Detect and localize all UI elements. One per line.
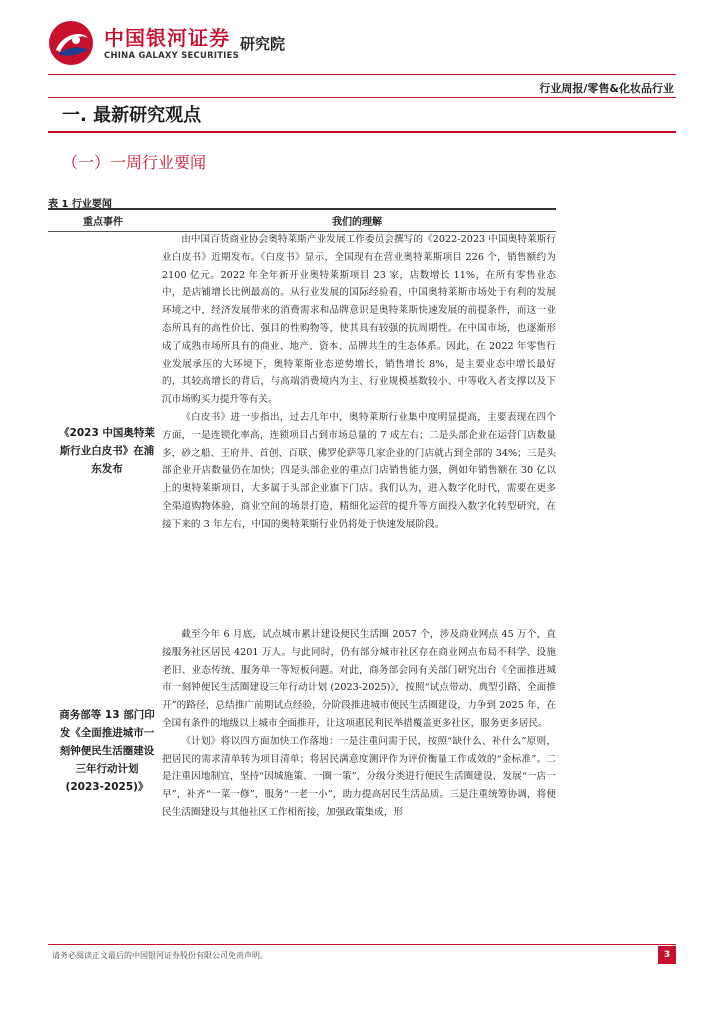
footer-divider [48, 944, 676, 945]
news-table [48, 208, 556, 818]
analysis-paragraph: 截至今年 6 月底，试点城市累计建设便民生活圈 2057 个，涉及商业网点 45 万个，直接服务社区居民 4201 万人。与此同时，仍有部分城市社区存在商业网点布局不科学、设施老旧、业态传统、服务单一等短板问题。对此，商务部会同有关部门研究出台《全面推进城市一刻钟便民生活圈建设三年行动计划 (2023-2025)》，按照“试点带动、典型引路、全面推开”的路径，总结推广前期试点经验，分阶段推进城市便民生活圈建设，力争到 2025 年，在全国有条件的地级以上城市全面推开，让这项惠民利民举措覆盖更多社区，服务更多居民。 [162, 629, 556, 729]
section-heading: 一. 最新研究观点 [62, 105, 202, 126]
event-title: 《2023 中国奥特莱斯行业白皮书》在浦东发布 [59, 427, 155, 475]
event-analysis [162, 626, 556, 822]
page-number: 3 [658, 946, 676, 964]
table-caption: 表 1 行业要闻 [48, 199, 112, 210]
page-header [0, 0, 724, 100]
brand-name-cn: 中国银河证券 [104, 26, 230, 50]
event-analysis [162, 231, 556, 534]
galaxy-logo-icon [48, 20, 94, 66]
column-header-view: 我们的理解 [332, 217, 382, 228]
institute-label: 研究院 [240, 35, 286, 53]
analysis-paragraph: 由中国百货商业协会奥特莱斯产业发展工作委员会撰写的《2022-2023 中国奥特莱斯行业白皮书》近期发布。《白皮书》显示，全国现有在营业奥特莱斯项目 226 个，销售额约为 2100 亿元。2022 年全年新开业奥特莱斯项目 23 家，店数增长 11%，在所有零售业态中，是店铺增长比例最高的。从行业发展的国际经验看，中国奥特莱斯市场处于有利的发展环境之中，经济发展带来的消费需求和品牌意识是奥特莱斯快速发展的前提条件，而这一业态所具有的高性价比、强目的性购物等，使其具有较强的抗周期性。在中国市场，也逐渐形成了成熟市场所具有的商业、地产、资本、品牌共生的生态体系。因此，在 2022 年零售行业发展承压的大环境下，奥特莱斯业态逆势增长，销售增长 8%，是主要业态中增长最好的，其较高增长的背后，与高端消费境内为主、行业规模基数较小、中等收入者支撑以及下沉市场购买力提升等有关。 [162, 234, 556, 406]
analysis-paragraph: 《白皮书》进一步指出，过去几年中，奥特莱斯行业集中度明显提高，主要表现在四个方面，一是连锁化率高，连锁项目占到市场总量的 7 成左右；二是头部企业在运营门店数量多，砂之船、王府井、首创、百联、佛罗伦萨等几家企业的门店就占到全部的 34%；三是头部企业开店数量仍在加快；四是头部企业的重点门店销售能力强，例如年销售额在 30 亿以上的奥特莱斯项目，大多属于头部企业旗下门店。我们认为，进入数字化时代，需要在更多全渠道购物体验，商业空间的场景打造，精细化运营的提升等方面投入数字化转型研究，在接下来的 3 年左右，中国的奥特莱斯行业仍将处于快速发展阶段。 [162, 411, 556, 530]
event-title: 商务部等 13 部门印发《全面推进城市一刻钟便民生活圈建设三年行动计划 (2023-2025)》 [59, 709, 155, 793]
table-header [48, 208, 556, 232]
column-header-event: 重点事件 [83, 217, 123, 228]
report-type: 行业周报/零售&化妆品行业 [539, 82, 674, 95]
header-divider [48, 74, 676, 75]
brand-name-en: CHINA GALAXY SECURITIES [104, 50, 240, 60]
analysis-paragraph: 《计划》将以四方面加快工作落地：一是注重问需于民，按照“缺什么、补什么”原则，把居民的需求清单转为项目清单；将居民满意度测评作为评价衡量工作成效的“金标准”。二是注重因地制宜，坚持“因城施策、一圈一策”，分级分类进行便民生活圈建设，发展“一店一早”，补齐“一菜一修”，服务“一老一小”，助力提高居民生活品质。三是注重统筹协调，将便民生活圈建设与其他社区工作相衔接，加强政策集成，形 [162, 735, 556, 818]
footer-disclaimer: 请务必阅读正文最后的中国银河证券股份有限公司免责声明。 [52, 951, 268, 960]
subsection-heading: （一）一周行业要闻 [62, 153, 207, 172]
section-divider [48, 131, 676, 133]
header-divider-2 [48, 97, 676, 98]
